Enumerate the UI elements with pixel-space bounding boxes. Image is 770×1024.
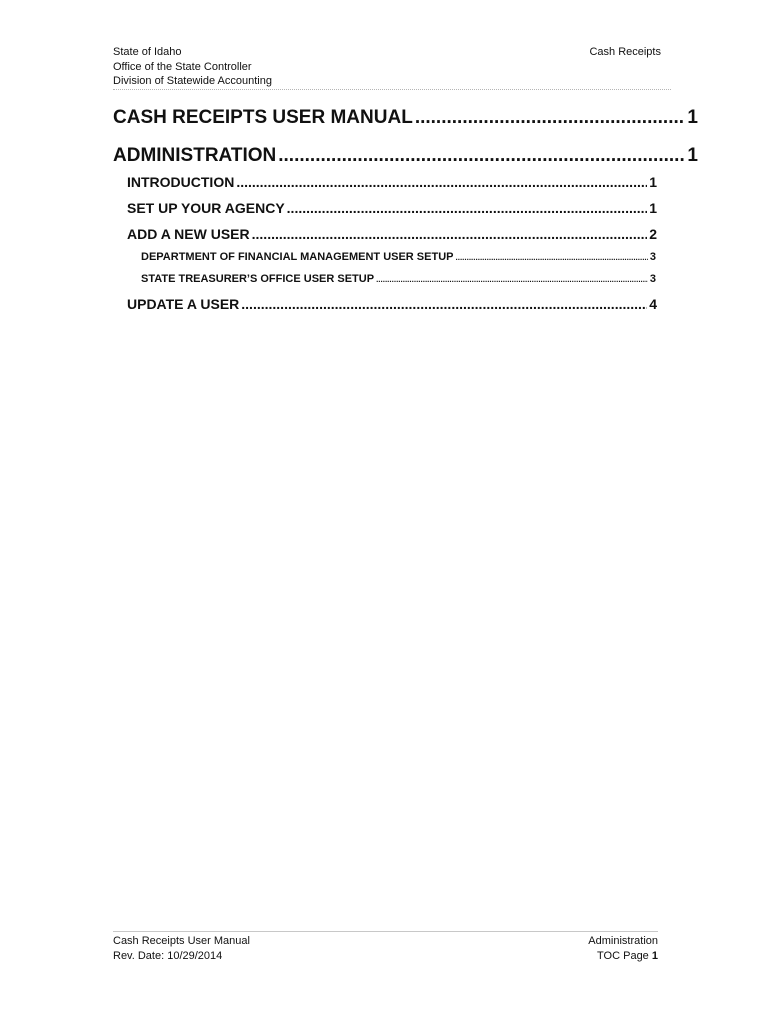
toc-entry-title: STATE TREASURER’S OFFICE USER SETUP: [141, 273, 375, 285]
toc-entry-cash-receipts-user-manual[interactable]: [113, 107, 698, 129]
toc-dot-leader: [287, 200, 648, 216]
toc-entry-title: ADMINISTRATION: [113, 145, 277, 166]
toc-entry-set-up-your-agency[interactable]: [127, 200, 657, 216]
footer-manual-title: Cash Receipts User Manual: [113, 935, 250, 947]
toc-entry-page: 3: [649, 251, 656, 263]
footer-page-value: 1: [651, 949, 658, 962]
footer-revision-date: Rev. Date: 10/29/2014: [113, 949, 223, 962]
header-division: Division of Statewide Accounting: [113, 75, 272, 87]
header-document-name: Cash Receipts: [589, 46, 661, 58]
toc-entry-title: CASH RECEIPTS USER MANUAL: [113, 107, 413, 128]
header-state: State of Idaho: [113, 46, 182, 58]
toc-entry-title: INTRODUCTION: [127, 174, 235, 190]
toc-entry-update-a-user[interactable]: [127, 296, 657, 312]
toc-entry-title: SET UP YOUR AGENCY: [127, 200, 285, 216]
toc-dot-leader: [236, 174, 647, 190]
toc-dot-leader: [456, 253, 648, 262]
footer-page-label: TOC Page: [597, 949, 649, 962]
toc-dot-leader: [376, 275, 648, 284]
toc-entry-page: 1: [687, 145, 698, 166]
toc-dot-leader: [241, 296, 647, 312]
footer-page-number: [588, 949, 658, 964]
page-header: [113, 45, 671, 90]
header-office: Office of the State Controller: [113, 60, 252, 73]
toc-dot-leader: [278, 145, 685, 167]
toc-entry-sto-user-setup[interactable]: [141, 273, 656, 285]
toc-entry-page: 1: [649, 200, 657, 216]
toc-entry-introduction[interactable]: [127, 174, 657, 190]
toc-entry-title: DEPARTMENT OF FINANCIAL MANAGEMENT USER SETUP: [141, 251, 454, 263]
toc-entry-add-a-new-user[interactable]: [127, 226, 657, 242]
toc-entry-administration[interactable]: [113, 145, 698, 167]
toc-entry-page: 1: [687, 107, 698, 128]
toc-entry-title: ADD A NEW USER: [127, 226, 250, 242]
toc-dot-leader: [252, 226, 648, 242]
toc-entry-page: 4: [649, 296, 657, 312]
toc-entry-title: UPDATE A USER: [127, 296, 240, 312]
footer-document-info: [113, 934, 250, 963]
toc-entry-dfm-user-setup[interactable]: [141, 251, 656, 263]
footer-section-name: Administration: [588, 935, 658, 947]
header-organization: [113, 45, 272, 89]
footer-section-info: [588, 934, 658, 963]
toc-entry-page: 1: [649, 174, 657, 190]
page-footer: [113, 931, 658, 964]
toc-dot-leader: [415, 107, 686, 129]
toc-entry-page: 2: [649, 226, 657, 242]
toc-entry-page: 3: [649, 273, 656, 285]
